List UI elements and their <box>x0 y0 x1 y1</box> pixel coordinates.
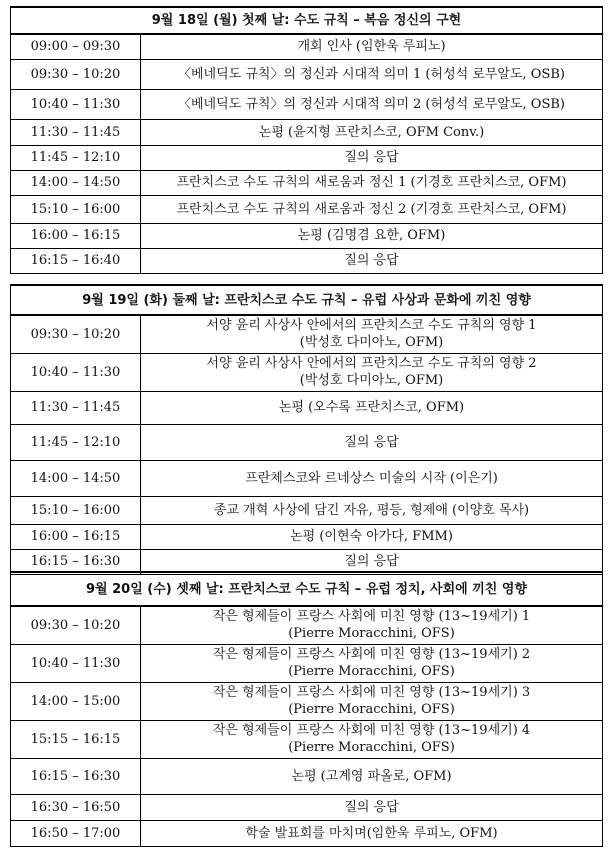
session-description <box>141 424 603 460</box>
day-2-title: 9월 19일 (화) 둘째 날: 프란치스코 수도 규칙 – 유럽 사상과 문화에 끼친 영향 <box>11 285 603 315</box>
session-line: 작은 형제들이 프랑스 사회에 미친 영향 (13~19세기) 1 <box>212 609 531 625</box>
session-time: 11:30 – 11:45 <box>11 119 141 145</box>
session-description <box>141 794 603 820</box>
session-line: 서양 윤리 사상사 안에서의 프란치스코 수도 규칙의 영향 1 <box>206 318 537 334</box>
session-description <box>141 223 603 248</box>
table-row <box>11 524 603 549</box>
session-time: 15:10 – 16:00 <box>11 195 141 223</box>
table-row <box>11 758 603 794</box>
table-row <box>11 34 603 59</box>
session-line: 프란치스코 수도 규칙의 새로움과 정신 2 (기경호 프란치스코, OFM) <box>176 201 567 217</box>
table-row <box>11 119 603 145</box>
table-row <box>11 170 603 195</box>
day-3-title: 9월 20일 (수) 셋째 날: 프란치스코 수도 규칙 – 유럽 정치, 사회에 끼친 영향 <box>11 572 603 606</box>
day-3-header-row <box>11 572 603 606</box>
session-time: 16:50 – 17:00 <box>11 820 141 846</box>
session-description <box>141 170 603 195</box>
session-line: 작은 형제들이 프랑스 사회에 미친 영향 (13~19세기) 2 <box>212 647 531 662</box>
table-row <box>11 89 603 119</box>
session-description <box>141 496 603 524</box>
session-description <box>141 460 603 496</box>
session-time: 14:00 – 15:00 <box>11 682 141 720</box>
table-row <box>11 720 603 758</box>
session-time: 15:15 – 16:15 <box>11 720 141 758</box>
session-description <box>141 195 603 223</box>
session-line: 학술 발표회를 마치며(임한욱 루피노, OFM) <box>245 825 498 841</box>
session-line: 질의 응답 <box>344 554 399 569</box>
session-description <box>141 89 603 119</box>
day-1-header-row <box>11 7 603 34</box>
session-description <box>141 644 603 682</box>
session-time: 16:30 – 16:50 <box>11 794 141 820</box>
session-description <box>141 391 603 424</box>
session-line: 프란치스코 수도 규칙의 새로움과 정신 1 (기경호 프란치스코, OFM) <box>176 175 567 190</box>
table-row <box>11 248 603 273</box>
session-line: 질의 응답 <box>344 799 399 815</box>
day-2-table <box>10 284 603 575</box>
session-description <box>141 119 603 145</box>
session-time: 11:45 – 12:10 <box>11 424 141 460</box>
session-description <box>141 248 603 273</box>
table-row <box>11 353 603 391</box>
session-description <box>141 315 603 353</box>
table-row <box>11 496 603 524</box>
session-description <box>141 720 603 758</box>
session-time: 09:30 – 10:20 <box>11 59 141 89</box>
session-line: 프란체스코와 르네상스 미술의 시작 (이은기) <box>245 470 498 486</box>
session-time: 11:45 – 12:10 <box>11 145 141 170</box>
session-description <box>141 606 603 644</box>
session-line: 질의 응답 <box>344 150 399 165</box>
session-line: (박성호 다미아노, OFM) <box>299 373 444 388</box>
session-time: 10:40 – 11:30 <box>11 644 141 682</box>
session-line: 논평 (오수록 프란치스코, OFM) <box>278 400 465 415</box>
session-time: 10:40 – 11:30 <box>11 89 141 119</box>
session-line: (Pierre Moracchini, OFS) <box>288 664 455 679</box>
session-line: 논평 (이현숙 아가다, FMM) <box>290 529 453 544</box>
session-time: 09:00 – 09:30 <box>11 34 141 59</box>
session-time: 09:30 – 10:20 <box>11 606 141 644</box>
session-description <box>141 34 603 59</box>
session-time: 16:15 – 16:30 <box>11 758 141 794</box>
table-row <box>11 315 603 353</box>
session-time: 11:30 – 11:45 <box>11 391 141 424</box>
table-row <box>11 460 603 496</box>
day-1-table <box>10 6 603 274</box>
table-row <box>11 682 603 720</box>
session-description <box>141 758 603 794</box>
table-row <box>11 223 603 248</box>
table-row <box>11 391 603 424</box>
session-time: 14:00 – 14:50 <box>11 170 141 195</box>
session-time: 14:00 – 14:50 <box>11 460 141 496</box>
table-row <box>11 644 603 682</box>
session-line: 〈베네딕도 규칙〉의 정신과 시대적 의미 1 (허성석 로무알도, OSB) <box>178 66 565 82</box>
table-row <box>11 195 603 223</box>
session-time: 16:15 – 16:40 <box>11 248 141 273</box>
session-line: 질의 응답 <box>344 434 399 450</box>
session-description <box>141 524 603 549</box>
table-row <box>11 59 603 89</box>
session-time: 10:40 – 11:30 <box>11 353 141 391</box>
session-line: 질의 응답 <box>344 253 399 268</box>
session-line: 작은 형제들이 프랑스 사회에 미친 영향 (13~19세기) 3 <box>212 685 531 700</box>
table-row <box>11 606 603 644</box>
session-line: 서양 윤리 사상사 안에서의 프란치스코 수도 규칙의 영향 2 <box>206 356 537 371</box>
day-1-title: 9월 18일 (월) 첫째 날: 수도 규칙 – 복음 정신의 구현 <box>11 7 603 34</box>
session-description <box>141 682 603 720</box>
session-time: 09:30 – 10:20 <box>11 315 141 353</box>
session-line: (Pierre Moracchini, OFS) <box>288 626 455 642</box>
session-time: 16:00 – 16:15 <box>11 524 141 549</box>
session-time: 16:00 – 16:15 <box>11 223 141 248</box>
session-description <box>141 145 603 170</box>
table-row <box>11 794 603 820</box>
session-line: (Pierre Moracchini, OFS) <box>288 740 455 755</box>
day-3-table <box>10 571 603 847</box>
session-time: 16:15 – 16:30 <box>11 549 141 574</box>
session-line: (박성호 다미아노, OFM) <box>299 335 444 351</box>
session-description <box>141 353 603 391</box>
session-line: 작은 형제들이 프랑스 사회에 미친 영향 (13~19세기) 4 <box>212 723 531 738</box>
table-row <box>11 424 603 460</box>
session-description <box>141 820 603 846</box>
session-line: 논평 (고계영 파올로, OFM) <box>291 768 452 784</box>
session-time: 15:10 – 16:00 <box>11 496 141 524</box>
session-line: 논평 (윤지형 프란치스코, OFM Conv.) <box>258 124 485 140</box>
session-line: (Pierre Moracchini, OFS) <box>288 702 455 717</box>
table-row <box>11 820 603 846</box>
session-line: 개회 인사 (임한욱 루피노) <box>297 39 446 55</box>
session-description <box>141 59 603 89</box>
session-line: 논평 (김명겸 요한, OFM) <box>297 228 446 243</box>
session-line: 종교 개혁 사상에 담긴 자유, 평등, 형제애 (이양호 목사) <box>213 502 530 518</box>
table-row <box>11 145 603 170</box>
day-2-header-row <box>11 285 603 315</box>
session-line: 〈베네딕도 규칙〉의 정신과 시대적 의미 2 (허성석 로무알도, OSB) <box>178 96 565 112</box>
